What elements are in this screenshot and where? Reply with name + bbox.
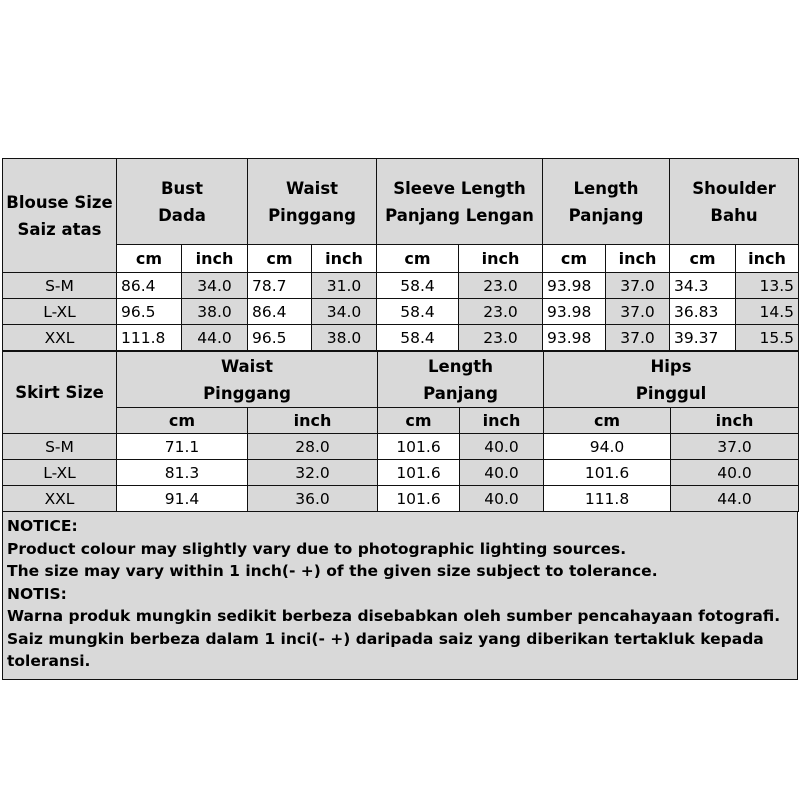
unit-inch: inch	[459, 245, 543, 273]
unit-cm: cm	[544, 408, 671, 434]
value-cell: 37.0	[606, 325, 670, 351]
value-cell: 23.0	[459, 273, 543, 299]
size-label: L-XL	[3, 299, 117, 325]
value-cell: 96.5	[117, 299, 182, 325]
unit-cm: cm	[543, 245, 606, 273]
value-cell: 31.0	[312, 273, 377, 299]
unit-inch: inch	[736, 245, 799, 273]
table-row	[3, 486, 799, 512]
unit-inch: inch	[248, 408, 378, 434]
size-label: XXL	[3, 486, 117, 512]
size-label: XXL	[3, 325, 117, 351]
value-cell: 58.4	[377, 325, 459, 351]
size-label: S-M	[3, 273, 117, 299]
value-cell: 44.0	[182, 325, 248, 351]
table-row	[3, 325, 799, 351]
value-cell: 36.83	[670, 299, 736, 325]
value-cell: 78.7	[248, 273, 312, 299]
value-cell: 44.0	[671, 486, 799, 512]
notice-box	[2, 512, 798, 680]
value-cell: 40.0	[671, 460, 799, 486]
value-cell: 15.5	[736, 325, 799, 351]
value-cell: 96.5	[248, 325, 312, 351]
size-label: L-XL	[3, 460, 117, 486]
size-chart	[2, 158, 798, 680]
value-cell: 36.0	[248, 486, 378, 512]
notis-heading: NOTIS:	[7, 584, 67, 603]
table-row	[3, 434, 799, 460]
value-cell: 111.8	[544, 486, 671, 512]
unit-cm: cm	[378, 408, 460, 434]
value-cell: 81.3	[117, 460, 248, 486]
unit-cm: cm	[117, 408, 248, 434]
sleeve-length-header: Sleeve Length Panjang Lengan	[377, 159, 543, 245]
value-cell: 101.6	[378, 434, 460, 460]
value-cell: 40.0	[460, 434, 544, 460]
value-cell: 71.1	[117, 434, 248, 460]
table-row	[3, 273, 799, 299]
value-cell: 93.98	[543, 299, 606, 325]
value-cell: 38.0	[312, 325, 377, 351]
value-cell: 14.5	[736, 299, 799, 325]
value-cell: 58.4	[377, 273, 459, 299]
value-cell: 13.5	[736, 273, 799, 299]
blouse-size-table	[2, 158, 799, 351]
value-cell: 86.4	[117, 273, 182, 299]
bust-header: Bust Dada	[117, 159, 248, 245]
value-cell: 94.0	[544, 434, 671, 460]
value-cell: 40.0	[460, 460, 544, 486]
skirt-waist-header: Waist Pinggang	[117, 352, 378, 408]
skirt-size-table	[2, 351, 799, 512]
unit-inch: inch	[606, 245, 670, 273]
unit-inch: inch	[671, 408, 799, 434]
value-cell: 37.0	[606, 299, 670, 325]
unit-cm: cm	[377, 245, 459, 273]
value-cell: 23.0	[459, 299, 543, 325]
length-header: Length Panjang	[543, 159, 670, 245]
unit-cm: cm	[117, 245, 182, 273]
notice-heading: NOTICE:	[7, 517, 78, 535]
notice-line: The size may vary within 1 inch(- +) of the given size subject to tolerance.	[7, 562, 658, 580]
value-cell: 101.6	[544, 460, 671, 486]
value-cell: 34.0	[182, 273, 248, 299]
unit-cm: cm	[248, 245, 312, 273]
table-row	[3, 460, 799, 486]
value-cell: 39.37	[670, 325, 736, 351]
table-row	[3, 299, 799, 325]
value-cell: 32.0	[248, 460, 378, 486]
skirt-size-header: Skirt Size	[3, 352, 117, 434]
notis-line: Warna produk mungkin sedikit berbeza disebabkan oleh sumber pencahayaan fotografi.	[7, 607, 781, 625]
value-cell: 93.98	[543, 273, 606, 299]
hips-header: Hips Pinggul	[544, 352, 799, 408]
value-cell: 111.8	[117, 325, 182, 351]
value-cell: 86.4	[248, 299, 312, 325]
notis-line: Saiz mungkin berbeza dalam 1 inci(- +) daripada saiz yang diberikan tertakluk kepada toleransi.	[7, 629, 764, 670]
unit-inch: inch	[312, 245, 377, 273]
value-cell: 37.0	[671, 434, 799, 460]
notice-line: Product colour may slightly vary due to photographic lighting sources.	[7, 539, 627, 558]
shoulder-header: Shoulder Bahu	[670, 159, 799, 245]
unit-cm: cm	[670, 245, 736, 273]
value-cell: 37.0	[606, 273, 670, 299]
value-cell: 101.6	[378, 486, 460, 512]
skirt-length-header: Length Panjang	[378, 352, 544, 408]
value-cell: 40.0	[460, 486, 544, 512]
value-cell: 93.98	[543, 325, 606, 351]
blouse-size-header: Blouse Size Saiz atas	[3, 159, 117, 273]
value-cell: 58.4	[377, 299, 459, 325]
size-label: S-M	[3, 434, 117, 460]
value-cell: 91.4	[117, 486, 248, 512]
value-cell: 38.0	[182, 299, 248, 325]
value-cell: 101.6	[378, 460, 460, 486]
unit-inch: inch	[460, 408, 544, 434]
value-cell: 28.0	[248, 434, 378, 460]
waist-header: Waist Pinggang	[248, 159, 377, 245]
value-cell: 23.0	[459, 325, 543, 351]
value-cell: 34.3	[670, 273, 736, 299]
unit-inch: inch	[182, 245, 248, 273]
value-cell: 34.0	[312, 299, 377, 325]
